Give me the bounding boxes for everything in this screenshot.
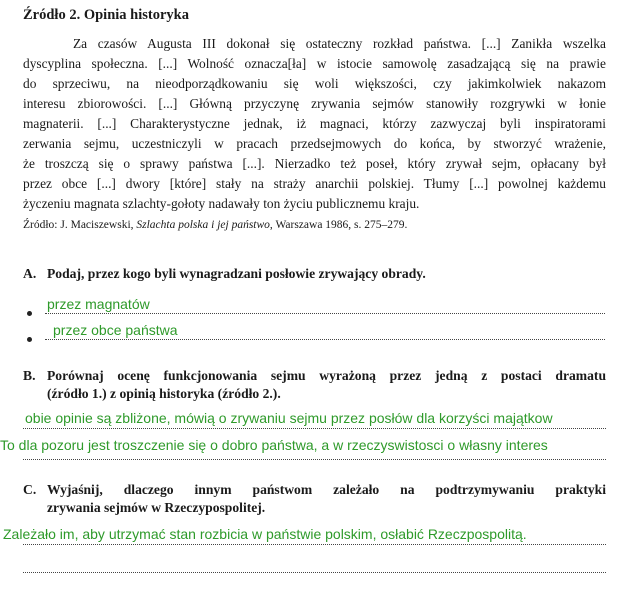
source-citation: Źródło: J. Maciszewski, Szlachta polska i jej państwo, Warszawa 1986, s. 275–279. <box>23 219 408 231</box>
answer-a2[interactable]: przez obce państwa <box>53 322 178 338</box>
question-c-cont: zrywania sejmów w Rzeczypospolitej. <box>47 500 266 515</box>
source-text-line: Za czasów Augusta III dokonał się ostateczny rozkład państwa. [...] Zanikła wszelka <box>73 36 606 51</box>
source-text-line: przez obce [...] dwory [które] stały na straży anarchii polskiej. Tłumy [...] powolnej każdemu <box>23 176 606 191</box>
source-text-line: magnaterii. [...] Charakterystyczne jednak, iż magnaci, którzy zazwyczaj byli inspiratorami <box>23 116 606 131</box>
answer-c1[interactable]: Zależało im, aby utrzymać stan rozbicia w państwie polskim, osłabić Rzeczpospolitą. <box>3 526 527 542</box>
source-text-line: do sprzeciwu, na nieodporządkowaniu się woli większości, czy jakimkolwiek nakazom <box>23 76 606 91</box>
answer-a1[interactable]: przez magnatów <box>47 296 150 312</box>
answer-b1[interactable]: obie opinie są zbliżone, mówią o zrywaniu sejmu przez posłów dla korzyści majątkow <box>25 410 553 426</box>
source-text-line: zerwania sejmu, uczestniczyli w pracach przedsejmowych do końca, by stworzyć wrażenie, <box>23 136 606 151</box>
source-text-line: że troszczą się o sprawy państwa [...]. Nierzadko też poseł, który zrywał sejm, opłacany był <box>23 156 606 171</box>
question-b: B. Porównaj ocenę funkcjonowania sejmu wyrażoną przez jedną z postaci dramatu <box>23 368 606 383</box>
question-c: C. Wyjaśnij, dlaczego innym państwom zależało na podtrzymywaniu praktyki <box>23 482 606 497</box>
question-b-cont: (źródło 1.) z opinią historyka (źródło 2.). <box>47 386 281 401</box>
answer-b2[interactable]: To dla pozoru jest troszczenie się o dobro państwa, a w rzeczyswistosci o własny interes <box>0 437 548 453</box>
source-title: Źródło 2. Opinia historyka <box>23 7 189 23</box>
source-text-line: życzeniu magnata szlachty-gołoty nadawały ton życiu publicznemu kraju. <box>23 196 420 211</box>
question-a: A. Podaj, przez kogo byli wynagradzani posłowie zrywający obrady. <box>23 266 426 281</box>
answer-line <box>45 313 605 314</box>
answer-line <box>23 544 606 545</box>
source-text-line: dyscyplina społeczna. [...] Wolność oznacza[ła] w istocie samowolę zasadzającą się na prawie <box>23 56 606 71</box>
answer-line <box>23 572 606 573</box>
bullet-icon <box>27 337 32 342</box>
source-text-line: interesu zbiorowości. [...] Główną przyczynę zrywania sejmów stanowiły rozgrywki w łonie <box>23 96 606 111</box>
answer-line <box>45 339 605 340</box>
bullet-icon <box>27 311 32 316</box>
answer-line <box>23 459 606 460</box>
citation-book-title: Szlachta polska i jej państwo <box>136 219 270 231</box>
answer-line <box>23 428 606 429</box>
